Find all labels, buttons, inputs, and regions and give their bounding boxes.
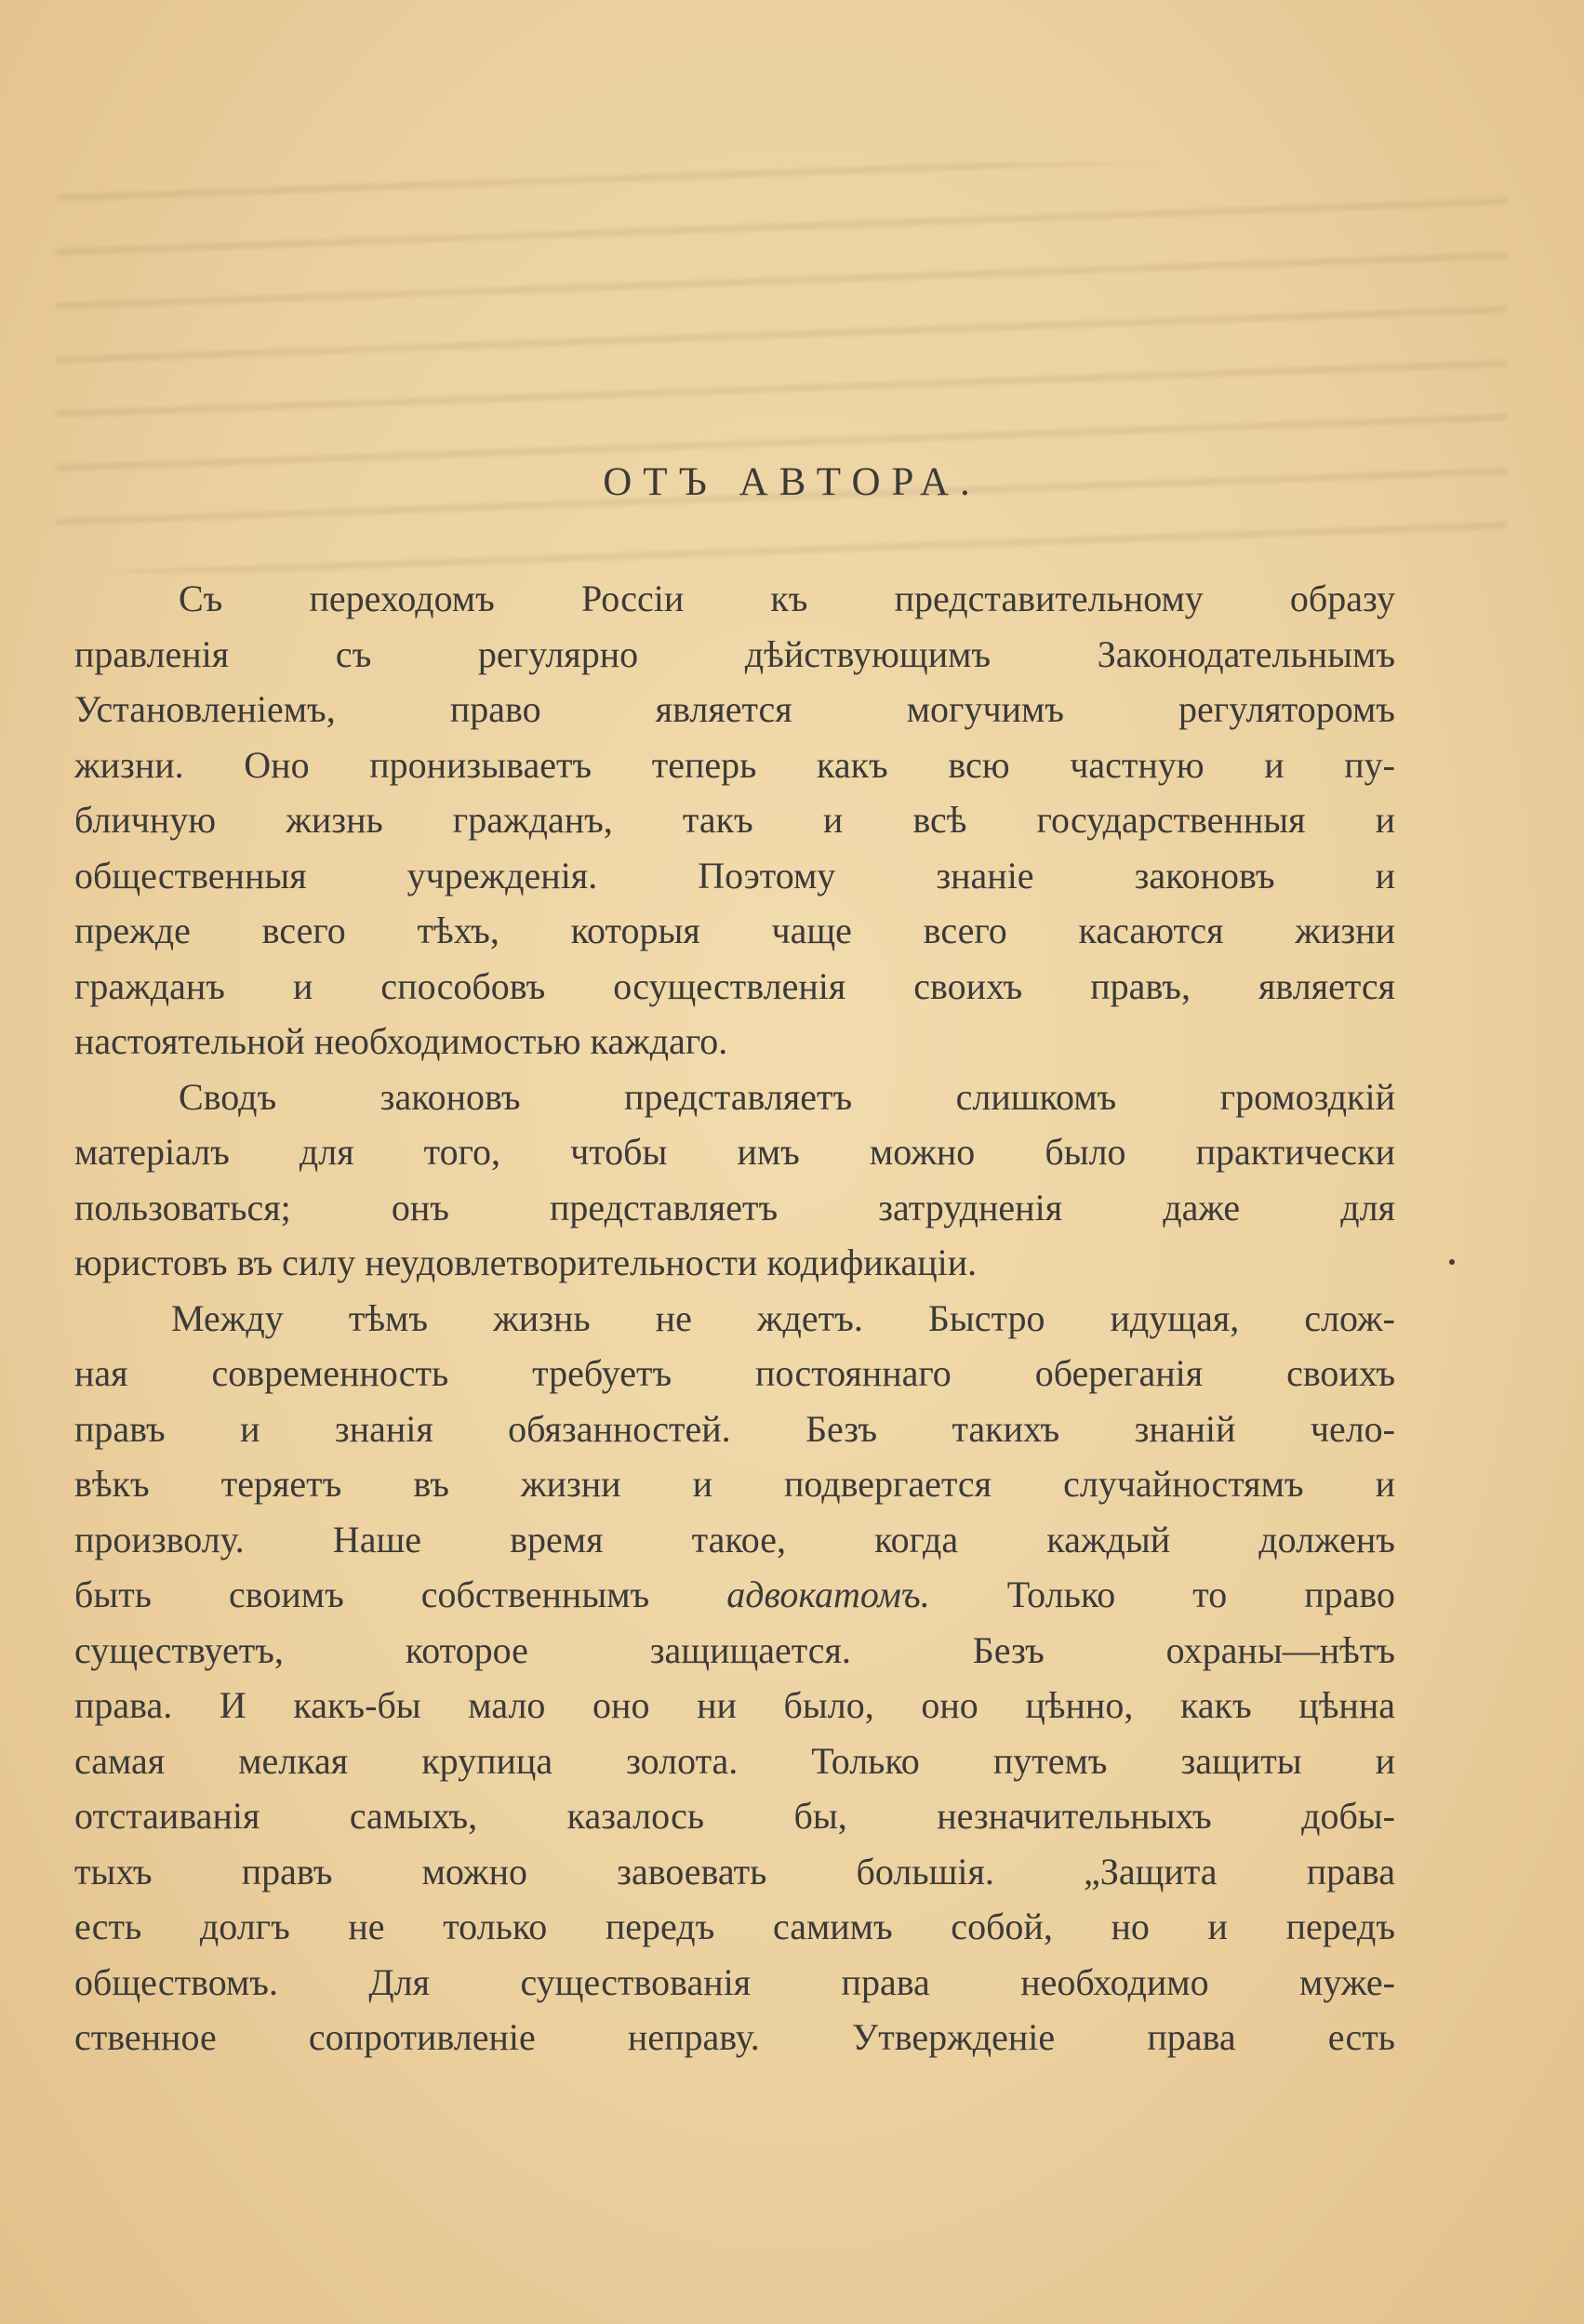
text-line: Сводъ законовъ представляетъ слишкомъ громоздкій [179,1075,1395,1118]
text-line: тыхъ правъ можно завоевать большія. „Защита права [74,1850,1395,1892]
text-line: права. И какъ-бы мало оно ни было, оно цѣнно, какъ цѣнна [74,1684,1395,1726]
text-line: правъ и знанія обязанностей. Безъ такихъ знаній чело- [74,1407,1395,1450]
text-line: юристовъ въ силу неудовлетворительности кодификаціи. [74,1242,978,1283]
text-line: Между тѣмъ жизнь не ждетъ. Быстро идущая, слож- [171,1296,1395,1339]
text-line: самая мелкая крупица золота. Только путемъ защиты и [74,1739,1395,1782]
text-line: гражданъ и способовъ осуществленія своихъ правъ, является [74,964,1395,1007]
text-line: отстаиванія самыхъ, казалось бы, незначительныхъ добы- [74,1795,1395,1837]
text-line: бличную жизнь гражданъ, такъ и всѣ государственныя и [74,799,1395,841]
text-line: обществомъ. Для существованія права необходимо муже- [74,1960,1395,2003]
text-line: произволу. Наше время такое, когда каждый долженъ [74,1518,1395,1560]
text-line: есть долгъ не только передъ самимъ собой, но и передъ [74,1906,1395,1947]
text-line: правленія съ регулярно дѣйствующимъ Законодательнымъ [74,632,1395,675]
text-line: жизни. Оно пронизываетъ теперь какъ всю частную и пу- [74,743,1395,786]
show-through-text [56,163,1507,572]
italic-word: адвокатомъ. [726,1574,930,1615]
text-segment: быть своимъ собственнымъ [74,1574,650,1615]
page-heading: ОТЪ АВТОРА. [603,460,981,504]
text-line: существуетъ, которое защищается. Безъ охраны—нѣтъ [74,1628,1395,1671]
text-line: ственное сопротивленіе неправу. Утвержденіе права есть [74,2016,1395,2058]
body-text [74,571,1395,2065]
text-line: пользоваться; онъ представляетъ затрудненія даже для [74,1186,1395,1228]
text-segment: Только то право [1006,1574,1396,1615]
text-line: настоятельной необходимостью каждаго. [74,1020,728,1062]
text-line: вѣкъ теряетъ въ жизни и подвергается случайностямъ и [74,1463,1395,1505]
text-line: прежде всего тѣхъ, которыя чаще всего касаются жизни [74,910,1395,951]
text-line: Установленіемъ, право является могучимъ регуляторомъ [74,688,1395,730]
text-line: ная современность требуетъ постояннаго оберeганія своихъ [74,1352,1395,1394]
text-line-with-italic [74,1567,1395,1623]
text-line: матеріалъ для того, чтобы имъ можно было практически [74,1131,1395,1173]
ink-speck [1449,1259,1455,1265]
text-line: Съ переходомъ Россіи къ представительному образу [179,578,1395,619]
text-line: общественныя учрежденія. Поэтому знаніе законовъ и [74,854,1395,896]
